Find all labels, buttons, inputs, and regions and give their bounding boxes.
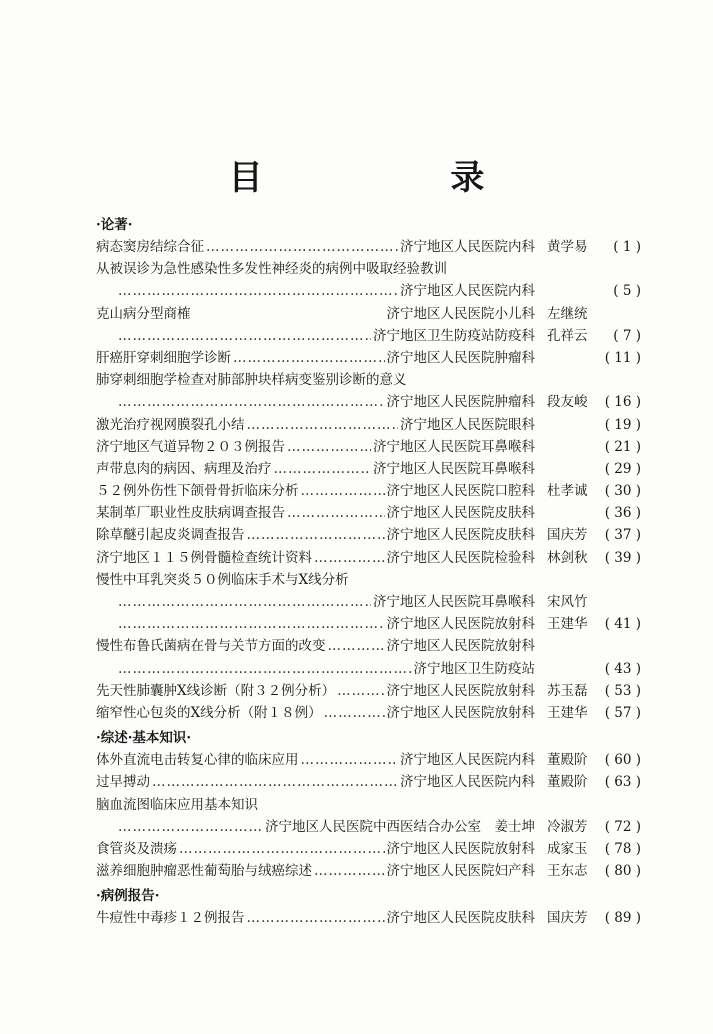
entry-page: ( 43 ): [604, 660, 641, 677]
entry-title: 过早搏动: [96, 774, 150, 791]
toc-entry: [96, 325, 641, 347]
dot-leader: [301, 749, 399, 771]
dot-leader: [337, 680, 384, 702]
section-heading: ·综述·基本知识·: [96, 730, 192, 747]
entry-unit: 济宁地区人民医院皮肤科: [386, 527, 535, 544]
entry-unit: 济宁地区人民医院皮肤科: [386, 910, 535, 927]
entry-page: ( 78 ): [604, 840, 641, 857]
entry-title: 慢性布鲁氏菌病在骨与关节方面的改变: [96, 638, 326, 655]
entry-author: 成家玉: [547, 840, 588, 857]
toc-entry: [96, 436, 641, 458]
toc-entry: [96, 838, 641, 860]
entry-meta: [387, 391, 642, 413]
dot-leader: [247, 907, 385, 929]
entry-page: [603, 635, 641, 657]
entry-meta: [387, 480, 642, 502]
entry-title: 慢性中耳乳突炎５０例临床手术与X线分析: [96, 571, 349, 588]
toc-entry: [96, 280, 641, 302]
entry-meta: [387, 547, 642, 569]
entry-meta: [387, 702, 642, 724]
toc-entry: [96, 480, 641, 502]
entry-title: 某制革厂职业性皮肤病调查报告: [96, 505, 285, 522]
entry-page: ( 21 ): [604, 438, 641, 455]
entry-title: 肝癌肝穿刺细胞学诊断: [96, 349, 231, 366]
toc-entry: [96, 702, 641, 724]
entry-title: 从被误诊为急性感染性多发性神经炎的病例中吸取经验教训: [96, 261, 447, 278]
dot-leader: [118, 658, 412, 680]
entry-page: ( 80 ): [604, 863, 641, 880]
entry-meta: [387, 635, 642, 657]
entry-author: 王东志: [547, 863, 588, 880]
toc-entry: [96, 860, 641, 882]
entry-meta: [387, 524, 642, 546]
toc-entry: [96, 502, 641, 524]
entry-title: 脑血流图临床应用基本知识: [96, 796, 258, 813]
entry-unit: 济宁地区人民医院检验科: [386, 549, 535, 566]
dot-leader: [118, 325, 371, 347]
entry-title: 先天性肺囊肿X线诊断（附３２例分析）: [96, 682, 336, 699]
entry-meta: [373, 458, 641, 480]
entry-page: ( 39 ): [604, 549, 641, 566]
toc-entry: [96, 391, 641, 413]
entry-unit: 济宁地区人民医院小儿科: [386, 305, 535, 322]
entry-page: ( 57 ): [604, 704, 641, 721]
toc-entry: [96, 907, 641, 929]
entry-author: 董殿阶: [547, 774, 588, 791]
entry-page: ( 30 ): [604, 483, 641, 500]
dot-leader: [118, 280, 398, 302]
entry-title: 除草醚引起皮炎调查报告: [96, 527, 245, 544]
entry-meta: [387, 613, 642, 635]
entry-unit: 济宁地区人民医院耳鼻喉科: [373, 460, 535, 477]
toc-entry: [96, 749, 641, 771]
entry-page: ( 19 ): [604, 416, 641, 433]
toc-entry: [96, 547, 641, 569]
entry-meta: [387, 502, 642, 524]
entry-unit: 济宁地区人民医院放射科: [386, 840, 535, 857]
entry-meta: [400, 414, 641, 436]
entry-author: [547, 458, 591, 480]
entry-author: 杜孝诚: [547, 483, 588, 500]
entry-title: 病态窦房结综合征: [96, 239, 204, 255]
entry-page: ( 1 ): [613, 239, 641, 255]
entry-unit: 济宁地区人民医院肿瘤科: [386, 349, 535, 366]
section-heading: ·病例报告·: [96, 888, 160, 905]
entry-author: 国庆芳: [547, 910, 588, 927]
entry-title: 济宁地区１１５例骨髓检查统计资料: [96, 549, 312, 566]
entry-unit: 济宁地区人民医院口腔科: [386, 483, 535, 500]
entry-unit: 济宁地区人民医院内科: [400, 752, 535, 769]
toc-entry: [96, 680, 641, 702]
entry-page: ( 72 ): [604, 818, 641, 835]
toc-entry: [96, 458, 641, 480]
dot-leader: [247, 414, 399, 436]
dot-leader: [118, 591, 371, 613]
entry-title: 滋养细胞肿瘤恶性葡萄胎与绒癌综述: [96, 863, 312, 880]
entry-author: 林剑秋: [547, 549, 588, 566]
entry-meta: [400, 771, 641, 793]
entry-meta: [387, 680, 642, 702]
toc-entry: [96, 414, 641, 436]
entry-page: ( 89 ): [604, 910, 641, 927]
entry-unit: 济宁地区人民医院耳鼻喉科: [373, 594, 535, 610]
entry-unit: 济宁地区人民医院肿瘤科: [386, 394, 535, 411]
dot-leader: [233, 347, 385, 369]
entry-author: 段友峻: [547, 394, 588, 411]
entry-page: ( 11 ): [604, 349, 641, 366]
section-heading: ·论著·: [96, 217, 133, 233]
page-title: 目 录: [228, 158, 573, 198]
toc-entry: [96, 569, 641, 591]
toc-entry: [96, 613, 641, 635]
entry-author: [547, 347, 591, 369]
entry-author: 苏玉磊: [547, 682, 588, 699]
entry-meta: [265, 816, 641, 838]
entry-page: ( 7 ): [613, 327, 641, 344]
toc-entry: [96, 347, 641, 369]
entry-author: [547, 414, 591, 436]
entry-unit: 济宁地区人民医院耳鼻喉科: [373, 438, 535, 455]
dot-leader: [314, 547, 385, 569]
entry-title: 食管炎及溃疡: [96, 840, 177, 857]
entry-meta: [387, 838, 642, 860]
toc-entry: [96, 303, 641, 325]
entry-meta: [387, 860, 642, 882]
entry-unit: 济宁地区人民医院内科: [400, 283, 535, 300]
entry-author: 黄学易: [547, 239, 588, 255]
entry-unit: 济宁地区人民医院皮肤科: [386, 505, 535, 522]
dot-leader: [179, 838, 385, 860]
entry-meta: [414, 658, 642, 680]
entry-author: 冷淑芳: [547, 818, 588, 835]
entry-title: 克山病分型商榷: [96, 305, 191, 322]
entry-author: [547, 436, 591, 458]
toc-entry: [96, 591, 641, 613]
toc-entry: [96, 369, 641, 391]
entry-meta: [387, 907, 642, 929]
entry-page: ( 5 ): [613, 283, 641, 300]
dot-leader: [314, 860, 385, 882]
entry-title: 缩窄性心包炎的X线分析（附１８例）: [96, 704, 322, 721]
dot-leader: [118, 816, 263, 838]
entry-meta: [373, 436, 641, 458]
entry-page: [603, 303, 641, 325]
dot-leader: [287, 436, 371, 458]
entry-page: ( 16 ): [604, 394, 641, 411]
entry-author: [547, 280, 591, 302]
entry-author: [547, 658, 591, 680]
dot-leader: [328, 635, 385, 657]
toc-entry: [96, 236, 641, 258]
entry-page: ( 36 ): [604, 505, 641, 522]
entry-page: ( 60 ): [604, 752, 641, 769]
entry-title: ５２例外伤性下颌骨骨折临床分析: [96, 483, 299, 500]
dot-leader: [247, 524, 385, 546]
entry-title: 声带息肉的病因、病理及治疗: [96, 460, 272, 477]
entry-author: 王建华: [547, 616, 588, 633]
entry-title: 体外直流电击转复心律的临床应用: [96, 752, 299, 769]
entry-author: 国庆芳: [547, 527, 588, 544]
table-of-contents: [96, 214, 641, 929]
entry-meta: [387, 347, 642, 369]
entry-meta: [373, 591, 641, 613]
dot-leader: [287, 502, 385, 524]
dot-leader: [301, 480, 385, 502]
entry-page: ( 53 ): [604, 682, 641, 699]
entry-page: [603, 591, 641, 613]
toc-entry: [96, 658, 641, 680]
entry-author: 董殿阶: [547, 752, 588, 769]
entry-meta: [400, 236, 641, 258]
entry-unit: 济宁地区人民医院放射科: [386, 682, 535, 699]
entry-unit: 济宁地区人民医院内科: [400, 239, 535, 255]
entry-unit: 济宁地区人民医院中西医结合办公室 姜士坤: [265, 818, 535, 835]
entry-title: 济宁地区气道异物２０３例报告: [96, 438, 285, 455]
dot-leader: [206, 236, 398, 258]
entry-author: [547, 635, 591, 657]
entry-unit: 济宁地区人民医院内科: [400, 774, 535, 791]
entry-page: ( 41 ): [604, 616, 641, 633]
toc-entry: [96, 524, 641, 546]
entry-page: ( 37 ): [604, 527, 641, 544]
toc-entry: [96, 816, 641, 838]
entry-title: 牛痘性中毒疹１２例报告: [96, 910, 245, 927]
dot-leader: [324, 702, 385, 724]
entry-meta: [400, 280, 641, 302]
entry-unit: 济宁地区人民医院放射科: [386, 616, 535, 633]
entry-author: 王建华: [547, 704, 588, 721]
dot-leader: [152, 771, 398, 793]
entry-author: [547, 502, 591, 524]
toc-entry: [96, 794, 641, 816]
entry-title: 肺穿刺细胞学检查对肺部肿块样病变鉴别诊断的意义: [96, 372, 407, 389]
entry-page: ( 63 ): [604, 774, 641, 791]
toc-entry: [96, 771, 641, 793]
entry-title: 激光治疗视网膜裂孔小结: [96, 416, 245, 433]
entry-unit: 济宁地区人民医院眼科: [400, 416, 535, 433]
entry-unit: 济宁地区人民医院妇产科: [386, 863, 535, 880]
entry-page: ( 29 ): [604, 460, 641, 477]
entry-author: 宋风竹: [547, 594, 588, 610]
entry-unit: 济宁地区人民医院放射科: [386, 638, 535, 655]
dot-leader: [118, 613, 385, 635]
toc-entry: [96, 635, 641, 657]
entry-author: 孔祥云: [547, 327, 588, 344]
entry-unit: 济宁地区人民医院放射科: [386, 704, 535, 721]
dot-leader: [118, 391, 385, 413]
entry-unit: 济宁地区卫生防疫站: [413, 660, 535, 677]
entry-author: 左继统: [547, 305, 588, 322]
toc-entry: [96, 258, 641, 280]
entry-unit: 济宁地区卫生防疫站防疫科: [373, 327, 535, 344]
dot-leader: [274, 458, 372, 480]
entry-meta: [400, 749, 641, 771]
entry-meta: [373, 325, 641, 347]
entry-meta: [387, 303, 642, 325]
